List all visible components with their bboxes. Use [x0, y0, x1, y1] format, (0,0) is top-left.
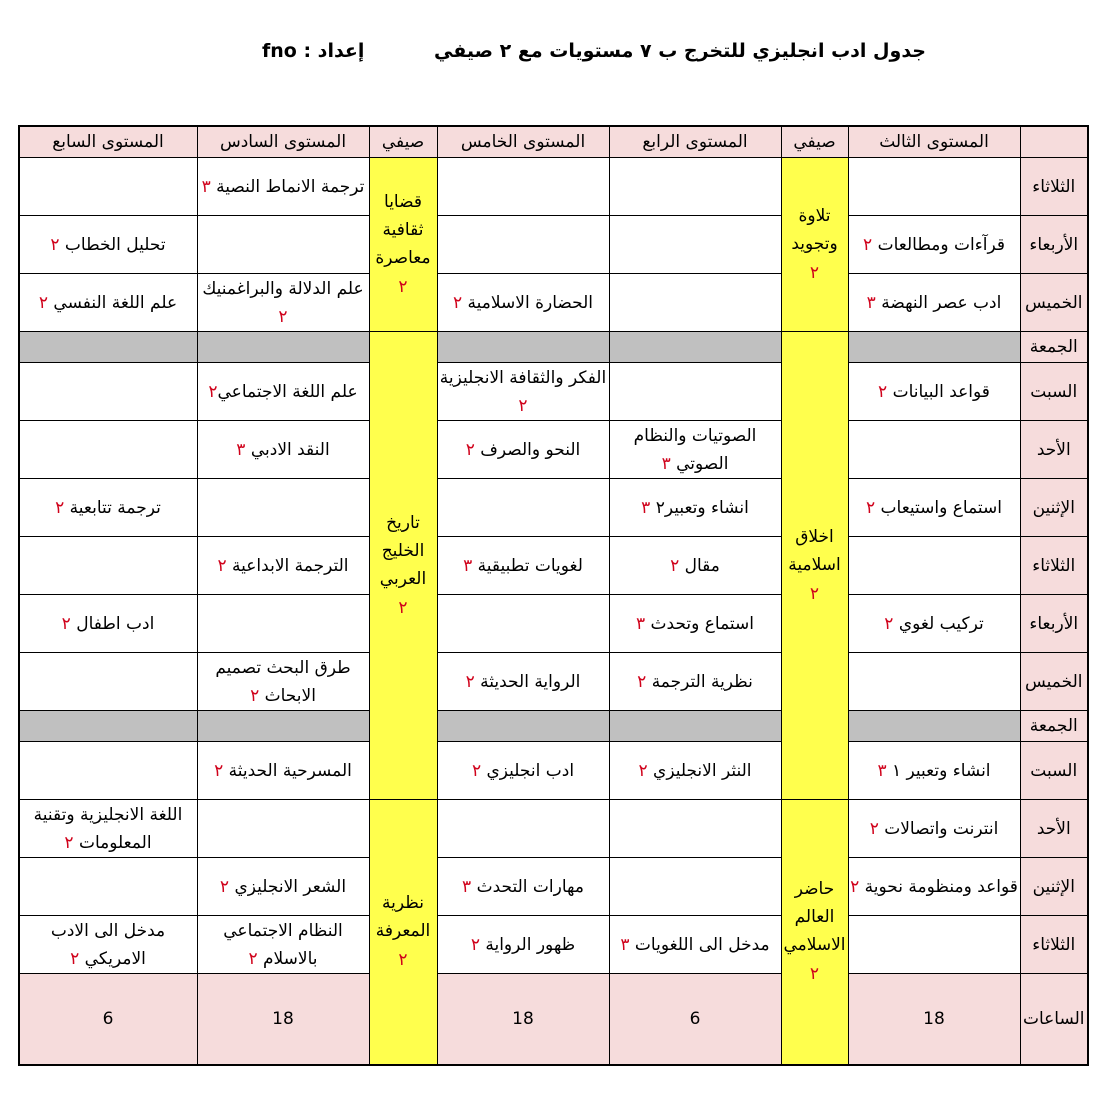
- summer-course-cell: [781, 158, 848, 332]
- course-hours: ٣: [661, 453, 671, 474]
- course-cell: [848, 479, 1020, 537]
- course-hours: ٢: [250, 685, 260, 706]
- course-name: طرق البحث تصميم الابحاث: [215, 657, 351, 706]
- course-hours: ٢: [55, 497, 65, 518]
- header-row: [19, 126, 1088, 158]
- course-name: استماع وتحدث: [650, 613, 755, 634]
- col-level-7: المستوى السابع: [19, 126, 197, 158]
- course-name: الترجمة الابداعية: [232, 555, 349, 576]
- course-cell: [437, 742, 609, 800]
- table-row: [19, 158, 1088, 216]
- course-name: ترجمة تتابعية: [69, 497, 161, 518]
- course-hours: ٢: [217, 555, 227, 576]
- divider: [609, 332, 781, 363]
- course-hours: ٢: [809, 583, 820, 604]
- course-name: علم اللغة النفسي: [53, 292, 178, 313]
- course-hours: ٣: [635, 613, 646, 634]
- course-cell: [848, 158, 1020, 216]
- course-name: الصوتيات والنظام الصوتي: [633, 425, 757, 474]
- course-hours: ٢: [809, 262, 820, 283]
- friday-row: [19, 332, 1088, 363]
- col-summer-2: صيفي: [369, 126, 437, 158]
- summer-course-cell: [369, 332, 437, 800]
- course-hours: ٢: [214, 760, 224, 781]
- course-cell: [437, 479, 609, 537]
- course-cell: [19, 216, 197, 274]
- course-name: انشاء وتعبير ١: [892, 760, 991, 781]
- course-cell: [848, 800, 1020, 858]
- course-hours: ٢: [884, 613, 894, 634]
- course-hours: ٢: [38, 292, 48, 313]
- course-cell: [19, 653, 197, 711]
- course-cell: [19, 537, 197, 595]
- course-hours: ٢: [637, 671, 647, 692]
- course-cell: [848, 653, 1020, 711]
- course-cell: [437, 216, 609, 274]
- course-cell: [197, 800, 369, 858]
- summer-course-cell: [369, 158, 437, 332]
- course-cell: [437, 800, 609, 858]
- course-cell: [19, 916, 197, 974]
- course-name: علم اللغة الاجتماعي: [217, 381, 358, 402]
- course-cell: [609, 916, 781, 974]
- course-name: استماع واستيعاب: [880, 497, 1003, 518]
- divider: [437, 711, 609, 742]
- course-name: تاريخ الخليج العربي: [379, 512, 427, 589]
- course-cell: [437, 158, 609, 216]
- course-name: مقال: [684, 555, 720, 576]
- course-name: علم الدلالة والبراغمنيك: [202, 278, 364, 299]
- course-cell: [437, 858, 609, 916]
- corner-cell: [1020, 126, 1088, 158]
- course-cell: [197, 274, 369, 332]
- course-name: لغويات تطبيقية: [477, 555, 583, 576]
- course-hours: ٢: [869, 818, 879, 839]
- course-name: انشاء وتعبير٢: [655, 497, 749, 518]
- course-hours: ٢: [219, 876, 230, 897]
- course-name: تلاوة وتجويد: [791, 205, 838, 254]
- course-cell: [848, 421, 1020, 479]
- course-cell: [437, 653, 609, 711]
- course-hours: ٣: [620, 934, 630, 955]
- course-cell: [609, 653, 781, 711]
- course-hours: ٢: [452, 292, 463, 313]
- day-cell: الجمعة: [1020, 711, 1088, 742]
- course-name: ترجمة الانماط النصية: [216, 176, 365, 197]
- divider: [848, 332, 1020, 363]
- divider: [437, 332, 609, 363]
- course-name: الحضارة الاسلامية: [467, 292, 594, 313]
- course-cell: [197, 363, 369, 421]
- course-cell: [437, 421, 609, 479]
- table-row: [19, 421, 1088, 479]
- author-label: إعداد : fno: [262, 40, 365, 62]
- day-cell: الثلاثاء: [1020, 158, 1088, 216]
- table-row: [19, 595, 1088, 653]
- total-summer-2: 6: [19, 974, 197, 1066]
- course-cell: [437, 363, 609, 421]
- course-cell: [848, 537, 1020, 595]
- course-cell: [197, 158, 369, 216]
- course-name: نظرية الترجمة: [651, 671, 753, 692]
- course-hours: ٢: [465, 439, 475, 460]
- day-cell: الجمعة: [1020, 332, 1088, 363]
- course-cell: [19, 274, 197, 332]
- course-cell: [437, 916, 609, 974]
- course-name: الشعر الانجليزي: [234, 876, 347, 897]
- course-name: المسرحية الحديثة: [228, 760, 352, 781]
- course-name: ادب عصر النهضة: [881, 292, 1002, 313]
- table-row: [19, 216, 1088, 274]
- course-cell: [437, 537, 609, 595]
- course-hours: ٣: [236, 439, 246, 460]
- course-name: قواعد ومنظومة نحوية: [864, 876, 1018, 897]
- course-hours: ٢: [809, 964, 820, 984]
- course-name: ادب اطفال: [76, 613, 155, 634]
- course-name: اخلاق اسلامية: [788, 526, 841, 575]
- course-name: قضايا ثقافية معاصرة: [375, 191, 431, 268]
- course-cell: [609, 800, 781, 858]
- day-cell: الأحد: [1020, 800, 1088, 858]
- course-cell: [19, 421, 197, 479]
- total-summer-1: 6: [609, 974, 781, 1066]
- table-row: [19, 274, 1088, 332]
- course-name: مهارات التحدث: [476, 876, 584, 897]
- course-cell: [609, 216, 781, 274]
- table-row: [19, 858, 1088, 916]
- col-level-4: المستوى الرابع: [609, 126, 781, 158]
- summer-course-cell: [369, 800, 437, 1066]
- course-hours: ٣: [462, 876, 472, 897]
- course-hours: ٢: [70, 948, 80, 969]
- col-level-5: المستوى الخامس: [437, 126, 609, 158]
- table-row: [19, 363, 1088, 421]
- divider: [19, 332, 197, 363]
- course-name: قواعد البيانات: [892, 381, 990, 402]
- course-hours: ٢: [863, 234, 873, 255]
- table-row: [19, 916, 1088, 974]
- divider: [609, 711, 781, 742]
- day-cell: الإثنين: [1020, 858, 1088, 916]
- course-hours: ٢: [398, 276, 408, 297]
- course-hours: ٢: [50, 234, 60, 255]
- course-cell: [609, 537, 781, 595]
- course-name: مدخل الى الادب الامريكي: [50, 920, 166, 969]
- total-level-3: 18: [848, 974, 1020, 1066]
- col-level-3: المستوى الثالث: [848, 126, 1020, 158]
- course-hours: ٣: [641, 497, 651, 518]
- total-level-5: 18: [197, 974, 369, 1066]
- course-name: تركيب لغوي: [898, 613, 984, 634]
- course-hours: ٢: [518, 395, 528, 416]
- day-cell: الإثنين: [1020, 479, 1088, 537]
- course-hours: ٢: [878, 381, 888, 402]
- summer-course-cell: [781, 332, 848, 800]
- divider: [197, 332, 369, 363]
- day-cell: الخميس: [1020, 653, 1088, 711]
- table-row: [19, 742, 1088, 800]
- day-cell: السبت: [1020, 363, 1088, 421]
- course-name: انترنت واتصالات: [884, 818, 999, 839]
- course-hours: ٢: [638, 760, 648, 781]
- course-cell: [609, 479, 781, 537]
- col-summer-1: صيفي: [781, 126, 848, 158]
- course-hours: ٢: [64, 832, 74, 853]
- header: [0, 40, 1111, 70]
- table-row: [19, 537, 1088, 595]
- course-name: قرآءات ومطالعات: [877, 234, 1005, 255]
- summer-course-cell: [781, 800, 848, 1066]
- totals-label: الساعات: [1020, 974, 1088, 1066]
- course-hours: ٢: [850, 876, 860, 897]
- day-cell: الأحد: [1020, 421, 1088, 479]
- course-name: نظرية المعرفة: [375, 893, 431, 941]
- course-name: الرواية الحديثة: [480, 671, 581, 692]
- course-cell: [848, 858, 1020, 916]
- course-cell: [197, 653, 369, 711]
- course-hours: ٢: [471, 760, 482, 781]
- table-row: [19, 800, 1088, 858]
- day-cell: الخميس: [1020, 274, 1088, 332]
- col-level-6: المستوى السادس: [197, 126, 369, 158]
- course-cell: [19, 595, 197, 653]
- course-hours: ٢: [208, 381, 218, 402]
- course-hours: ٢: [248, 948, 258, 969]
- course-cell: [848, 274, 1020, 332]
- course-hours: ٣: [201, 176, 211, 197]
- course-hours: ٢: [865, 497, 876, 518]
- course-hours: ٢: [398, 950, 408, 970]
- course-name: اللغة الانجليزية وتقنية المعلومات: [33, 804, 183, 853]
- course-hours: ٣: [866, 292, 876, 313]
- course-name: ظهور الرواية: [485, 934, 576, 955]
- day-cell: الأربعاء: [1020, 216, 1088, 274]
- divider: [848, 711, 1020, 742]
- course-name: ادب انجليزي: [486, 760, 575, 781]
- course-cell: [609, 858, 781, 916]
- course-cell: [19, 800, 197, 858]
- course-cell: [19, 363, 197, 421]
- divider: [197, 711, 369, 742]
- course-hours: ٢: [465, 671, 475, 692]
- course-cell: [609, 595, 781, 653]
- course-cell: [197, 537, 369, 595]
- course-cell: [197, 595, 369, 653]
- course-name: مدخل الى اللغويات: [634, 934, 770, 955]
- course-hours: ٢: [470, 934, 480, 955]
- course-cell: [848, 916, 1020, 974]
- course-hours: ٢: [61, 613, 71, 634]
- course-name: تحليل الخطاب: [64, 234, 166, 255]
- course-cell: [609, 158, 781, 216]
- course-cell: [197, 216, 369, 274]
- course-cell: [848, 742, 1020, 800]
- course-cell: [609, 363, 781, 421]
- course-name: الفكر والثقافة الانجليزية: [439, 367, 607, 388]
- table-row: [19, 653, 1088, 711]
- course-hours: ٢: [670, 555, 680, 576]
- schedule-table: [18, 125, 1089, 1066]
- course-cell: [848, 216, 1020, 274]
- day-cell: الثلاثاء: [1020, 537, 1088, 595]
- course-name: النحو والصرف: [480, 439, 581, 460]
- course-cell: [19, 858, 197, 916]
- friday-row: [19, 711, 1088, 742]
- course-cell: [197, 421, 369, 479]
- total-level-4: 18: [437, 974, 609, 1066]
- course-name: النظام الاجتماعي بالاسلام: [223, 920, 343, 969]
- course-cell: [197, 858, 369, 916]
- day-cell: الثلاثاء: [1020, 916, 1088, 974]
- course-name: النثر الانجليزي: [653, 760, 752, 781]
- course-cell: [848, 363, 1020, 421]
- course-cell: [19, 479, 197, 537]
- course-cell: [609, 274, 781, 332]
- divider: [19, 711, 197, 742]
- course-hours: ٢: [398, 597, 408, 618]
- totals-row: [19, 974, 1088, 1066]
- day-cell: الأربعاء: [1020, 595, 1088, 653]
- course-hours: ٣: [877, 760, 887, 781]
- course-cell: [437, 274, 609, 332]
- day-cell: السبت: [1020, 742, 1088, 800]
- course-name: النقد الادبي: [250, 439, 330, 460]
- course-hours: ٣: [463, 555, 473, 576]
- course-hours: ٢: [278, 306, 288, 327]
- course-cell: [609, 742, 781, 800]
- course-cell: [19, 158, 197, 216]
- course-cell: [197, 742, 369, 800]
- table-row: [19, 479, 1088, 537]
- course-cell: [848, 595, 1020, 653]
- page-title: جدول ادب انجليزي للتخرج ب ٧ مستويات مع ٢ صيفي: [434, 40, 927, 62]
- course-cell: [197, 916, 369, 974]
- course-cell: [437, 595, 609, 653]
- course-cell: [609, 421, 781, 479]
- course-cell: [197, 479, 369, 537]
- course-name: حاضر العالم الاسلامي: [783, 879, 846, 955]
- course-cell: [19, 742, 197, 800]
